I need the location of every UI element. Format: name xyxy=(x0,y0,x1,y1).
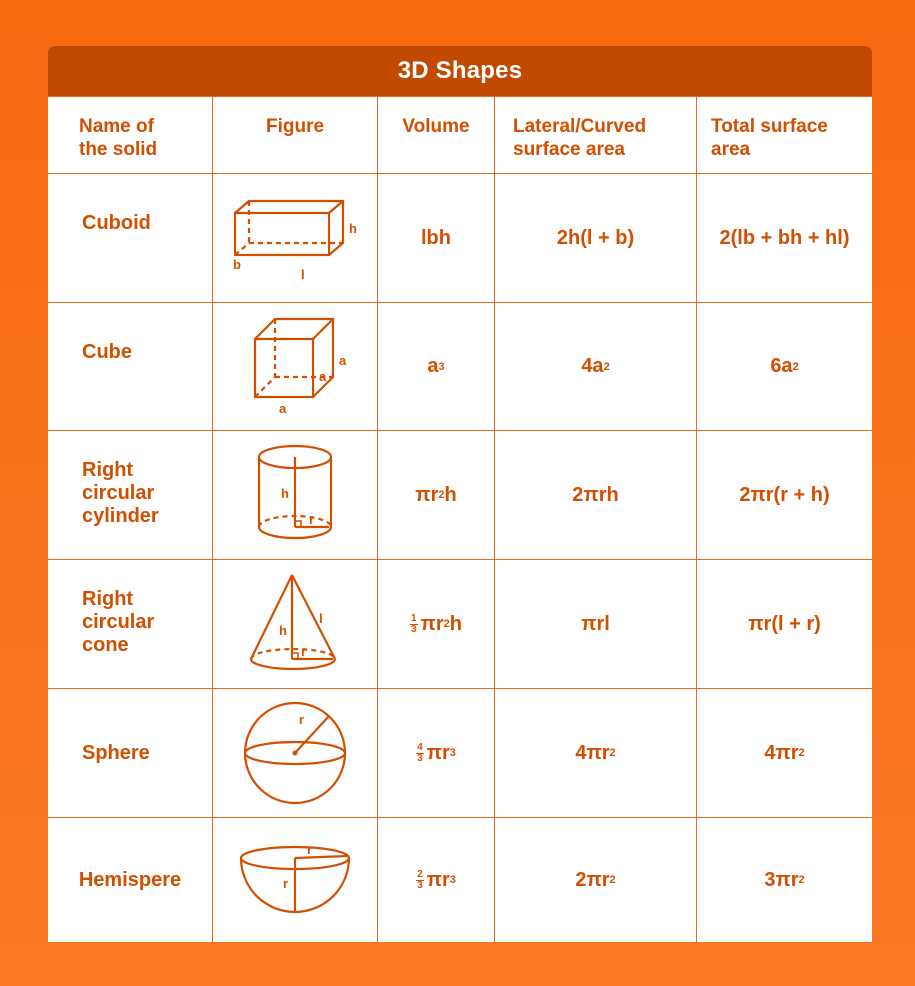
cube-label-a-height: a xyxy=(339,352,347,368)
cylinder-label-h: h xyxy=(281,486,289,501)
cube-label-a-width: a xyxy=(279,400,287,416)
cube-icon xyxy=(213,303,378,431)
total-cuboid: 2(lb + bh + hl) xyxy=(697,174,872,303)
hemisphere-label-r-top: r xyxy=(307,844,313,857)
volume-cuboid: lbh xyxy=(378,174,495,303)
row-name-cylinder: Right circular cylinder xyxy=(48,431,213,560)
cuboid-label-l: l xyxy=(301,267,305,282)
cone-label-l: l xyxy=(319,611,323,626)
lateral-hemisphere: 2πr 2 xyxy=(495,818,697,942)
cylinder-icon xyxy=(213,431,378,560)
header-total: Total surface area xyxy=(697,97,872,174)
sphere-icon xyxy=(213,689,378,818)
volume-cylinder: πr 2 h xyxy=(378,431,495,560)
cone-icon xyxy=(213,560,378,689)
total-hemisphere: 3πr 2 xyxy=(697,818,872,942)
total-cone: πr(l + r) xyxy=(697,560,872,689)
cuboid-label-h: h xyxy=(349,221,357,236)
hemisphere-icon xyxy=(213,818,378,942)
volume-cube: a 3 xyxy=(378,303,495,431)
volume-cone: $\frac{1}{3}$ πr 2 h xyxy=(378,560,495,689)
cone-label-r: r xyxy=(301,644,307,659)
row-name-cube: Cube xyxy=(48,303,213,431)
shapes-table-panel xyxy=(48,46,872,942)
header-lateral: Lateral/Curved surface area xyxy=(495,97,697,174)
volume-hemisphere: $\frac{2}{3}$ πr 3 xyxy=(378,818,495,942)
header-volume: Volume xyxy=(378,97,495,174)
row-name-sphere: Sphere xyxy=(48,689,213,818)
lateral-cylinder: 2πrh xyxy=(495,431,697,560)
lateral-cuboid: 2h(l + b) xyxy=(495,174,697,303)
sphere-label-r: r xyxy=(299,712,305,727)
row-name-cone: Right circular cone xyxy=(48,560,213,689)
hemisphere-label-r-side: r xyxy=(283,876,289,891)
row-name-hemisphere: Hemispere xyxy=(48,818,213,942)
cuboid-label-b: b xyxy=(233,257,241,272)
lateral-cone: πrl xyxy=(495,560,697,689)
volume-sphere: $\frac{4}{3}$ πr 3 xyxy=(378,689,495,818)
table-title: 3D Shapes xyxy=(48,46,872,96)
lateral-sphere: 4πr 2 xyxy=(495,689,697,818)
cube-label-a-depth: a xyxy=(319,368,327,384)
cylinder-label-r: r xyxy=(309,512,315,527)
shapes-table xyxy=(48,96,872,942)
total-sphere: 4πr 2 xyxy=(697,689,872,818)
lateral-cube: 4a 2 xyxy=(495,303,697,431)
row-name-cuboid: Cuboid xyxy=(48,174,213,303)
header-name: Name of the solid xyxy=(48,97,213,174)
header-figure: Figure xyxy=(213,97,378,174)
cuboid-icon xyxy=(213,174,378,303)
cone-label-h: h xyxy=(279,623,287,638)
total-cube: 6a 2 xyxy=(697,303,872,431)
total-cylinder: 2πr(r + h) xyxy=(697,431,872,560)
